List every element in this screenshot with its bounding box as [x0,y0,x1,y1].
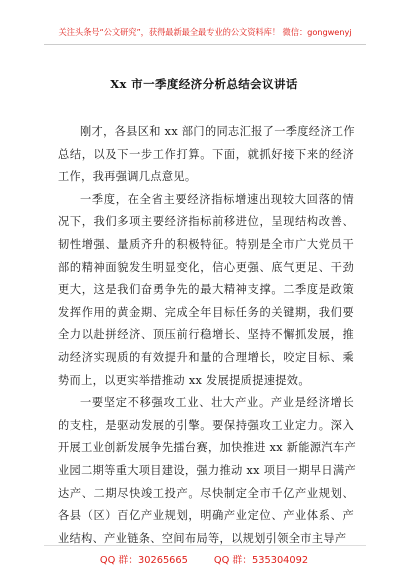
text-line: 一要坚定不移强攻工业、壮大产业。产业是经济增长 [80,396,354,410]
paragraph [58,392,357,550]
text-line: 业园二期等重大项目建设，强力推动 xx 项目一期早日满产 [58,463,357,477]
text-line: 韧性增强、量质齐升的积极特征。特别是全市广大党员干 [58,237,354,251]
text-line: 势而上，以更实举措推动 xx 发展提质提速提效。 [58,373,310,387]
text-line: 况下，我们多项主要经济指标前移进位，呈现结构改善、 [58,215,354,229]
page-title: Xx 市一季度经济分析总结会议讲话 [110,77,298,91]
text-line: 各县（区）百亿产业规划，明确产业定位、产业体系、产 [58,509,354,523]
text-line: 更大，这是我们奋勇争先的最大精神支撑。二季度是政策 [58,283,354,297]
footer-contact [0,552,408,566]
text-line: 达产、二期尽快竣工投产。尽快制定全市千亿产业规划、 [58,486,354,500]
footer-divider [44,545,366,546]
footer-qq-group-1: QQ 群：30265665 [99,555,188,566]
paragraph [58,121,354,189]
header-banner: 关注头条号“公文研究”，获得最新最全最专业的公文资料库！ 微信：gongwenyj [58,27,352,37]
text-line: 工作，我再强调几点意见。 [58,170,197,184]
text-line: 刚才，各县区和 xx 部门的同志汇报了一季度经济工作 [80,125,355,138]
document-body [58,121,357,550]
text-line: 的支柱，是驱动发展的引擎。要保持强攻工业定力。深入 [58,418,354,432]
text-line: 全力以赴拼经济、顶压前行稳增长、坚持不懈抓发展，推 [58,328,354,342]
footer-qq-group-2: QQ 群：535304092 [213,555,309,566]
text-line: 业结构、产业链条、空间布局等，以规划引领全市主导产 [58,531,347,545]
text-line: 一季度，在全省主要经济指标增速出现较大回落的情 [80,192,354,206]
header-divider [44,44,366,45]
text-line: 部的精神面貌发生明显变化，信心更强、底气更足、干劲 [58,260,354,274]
text-line: 动经济实现质的有效提升和量的合理增长，咬定目标、乘 [58,350,354,364]
text-line: 开展工业创新发展争先擂台赛，加快推进 xx 新能源汽车产 [58,441,357,455]
paragraph [58,189,354,392]
text-line: 发挥作用的黄金期、完成全年目标任务的关键期，我们要 [58,305,354,319]
text-line: 总结，以及下一步工作打算。下面，就抓好接下来的经济 [58,147,354,161]
